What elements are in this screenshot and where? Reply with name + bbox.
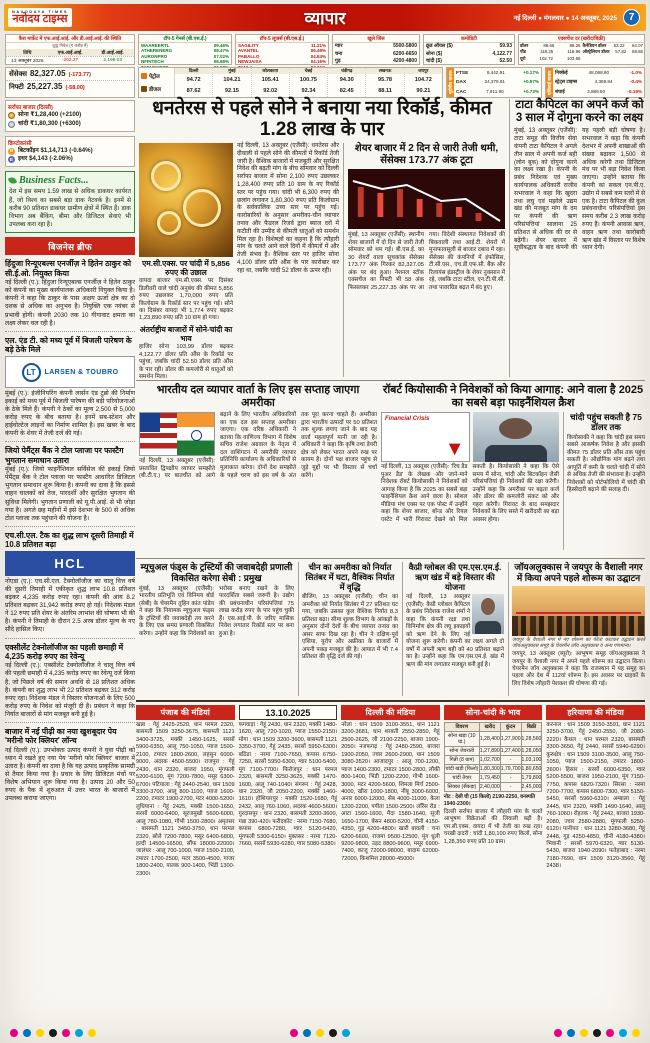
petrol-pump-icon	[141, 73, 147, 79]
financial-crisis-graphic[interactable]	[381, 412, 470, 462]
capri-body: नई दिल्ली, 13 अक्तूबर (एजैंसी): कैप्री ग्लोबल कैपिटल के प्रबंध निदेशक राजेश शर्मा ने कहा कि कंपनी रक्षा तथा विनिर्माण क्षेत्र की लघु इकाइयों को ऋण देने के लिए नई योजना शुरू करेगी। कंपनी का लक्ष्य अगले दो वर्षों में अपनी ऋण बही को 40 प्रतिशत बढ़ाने का है। उन्होंने कहा कि एम.एस.एम.ई. खंड में ऋण की मांग लगातार मजबूत बनी हुई है।	[406, 594, 504, 669]
market-strip-top	[5, 34, 645, 65]
gainer-row: NFINTECH 06.68%	[141, 59, 229, 65]
brief-body: मुंबई (ए.): जियो फाइनैंशियल सर्विसेज की इकाई जियो पेमैंट्स बैंक ने टोल प्लाजा पर फास्टैग आधारित डिजिटल भुगतान समाधान शुरू किया है। कंपनी का दावा है कि इससे वाहन चालकों को तेज, पारदर्शी और सुरक्षित भुगतान की सुविधा मिलेगी। भुगतान प्रणाली को यू.पी.आई. से भी जोड़ा गया है। अगले छह महीनों में इसे देशभर के 500 से अधिक टोल प्लाजा तक पहुंचाने की योजना है।	[5, 466, 135, 522]
business-facts-title: Business Facts...	[19, 175, 89, 187]
magenta-dot-icon	[554, 1029, 562, 1037]
sebi-mf-headline[interactable]: म्यूचुअल फंड्स के ट्रस्टियों की जवाबदेही प्रणाली विकसित करेगा सेबी : प्रमुख	[140, 562, 293, 583]
brief-article	[5, 336, 135, 443]
fii-col-fii: एफ.आई.आई.	[49, 49, 92, 56]
kiyosaki-photo[interactable]	[473, 412, 560, 462]
cyan-dot-icon	[619, 1029, 627, 1037]
down-arrow-icon: ▼	[444, 438, 465, 461]
nifty-value: 25,227.35	[26, 82, 63, 91]
bangle-icon	[157, 211, 181, 235]
joyalukkas-article	[508, 562, 645, 696]
nifty-label: निफ्टी	[9, 84, 24, 91]
silver-rate-row: चांदी ₹1,80,300 (+6300)	[8, 120, 132, 129]
brief-body: नई दिल्ली (ए.): हिंदुजा रिन्यूएबल्स एनर्जीज़ ने हितेन ठाकुर को कंपनी का मुख्य कार्यपालक अधिकारी नियुक्त किया है। कंपनी ने कहा कि ठाकुर के पास अक्षय ऊर्जा क्षेत्र का दो दशक से अधिक का अनुभव है। नियुक्ति एक नवंबर से प्रभावी होगी। कंपनी 2030 तक 10 गीगावाट क्षमता का लक्ष्य लेकर चल रही है।	[5, 279, 135, 327]
currency-row: कैनेडियन डॉलर 63.22 64.07	[582, 43, 643, 48]
article-headline[interactable]: एक्सीलेंट टेक्नोलॉजीज का पहली छमाही में 4,235 करोड़ रुपए का रेवेन्यू	[5, 642, 124, 661]
delhi-mandi-header: दिल्ली की मंडिया	[341, 705, 440, 720]
commodity-row: गुड़ 4200-4800	[335, 58, 417, 64]
table-row: गिन्नी (8 ग्राम) 1,02,700 - 1,03,100	[444, 756, 542, 765]
delhi-mandi-rates: नरेला : धान 1509 3100-3551, धान 1121 3200-3681, धान शरबती 2550-2850, गेहूं 2500-2625, जौ 2100-2250, बाजरा 1900-2050। नजफगढ़ : गेहूं 2480-2590, बाजरा 1900-2050, ज्वार 2600-2900, धान 1509 3080-3520। आजादपुर : आलू 700-1200, प्याज 1400-2300, टमाटर 1500-2800, लौकी 800-1400, भिंडी 1200-2200, गोभी 1600-3000, मटर 4200-5600, शिमला मिर्च 2500-4000, खीरा 1000-1800, नींबू 3000-6000, अनार 6000-12000, सेब 4000-11000, केला 1200-2200, पपीता 1500-2500। लॉरैंस रोड : आटा 1560-1600, मैदा 1580-1640, सूजी 1650-1700, बेसन 4800-5200, चीनी 4150-4350, गुड़ 4200-4800। खारी बावली : चना 6200-6600, राजमा 9500-12500, मूंग धुली 9200-9800, उड़द 8800-9600, मसूर 6900-7400, काजू 72000-98000, बादाम 62000-72000, किशमिश 28000-45000।	[341, 722, 440, 862]
paper-logo-english: NAVODAYA TIMES	[12, 9, 69, 15]
masthead	[4, 4, 646, 31]
us-trade-body: नई दिल्ली, 13 अक्तूबर (एजैंसी): प्रस्तावित द्विपक्षीय व्यापार समझौते (बी.टी.ए.) पर बातचीत को आगे बढ़ाने के लिए भारतीय अधिकारियों का एक दल इस सप्ताह अमरीका जाएगा। एक वरिष्ठ अधिकारी ने बताया कि वाणिज्य विभाग में विशेष सचिव राजेश अग्रवाल के नेतृत्व में दल वाशिंगटन में अमरीकी व्यापार प्रतिनिधि कार्यालय के अधिकारियों से मुलाकात करेगा। दोनों देश समझौते के पहले चरण को इस वर्ष के अंत तक पूरा करना चाहते हैं। अमरीका द्वारा भारतीय उत्पादों पर 50 प्रतिशत तक शुल्क लगाए जाने के बाद यह वार्ता महत्वपूर्ण मानी जा रही है। अधिकारी ने कहा कि कृषि तथा डेयरी क्षेत्र को लेकर भारत अपने रुख पर कायम है। दोनों पक्ष बाजार पहुंच से जुड़े मुद्दों पर भी विस्तार से चर्चा करेंगे।	[139, 412, 377, 480]
fuel-price-box	[138, 67, 443, 98]
haryana-mandi-header: हरियाणा की मंडिया	[546, 705, 645, 720]
exchange-rate-title: एक्सचेंज दर (खरीद/बिक्री)	[519, 35, 644, 43]
exchange-col	[520, 43, 581, 62]
currency-row: ऑस्ट्रेलियन डॉलर 57.82 58.65	[582, 49, 643, 55]
brief-headline[interactable]: जियो पेमैंट्स बैंक ने टोल प्लाजा पर फास्टैग भुगतान समाधान उतारा	[5, 446, 124, 465]
fii-col-dii: डी.आई.आई.	[91, 49, 134, 56]
fii-date: 13 अक्तूबर 2025	[6, 56, 49, 64]
page-number-badge: 7	[623, 9, 640, 26]
us-trade-headline[interactable]: भारतीय दल व्यापार वार्ता के लिए इस सप्ताह जाएगा अमरीका	[156, 384, 360, 409]
dii-value: 2,198.03	[91, 56, 134, 64]
gainer-row: AURONPRO 07.02%	[141, 53, 229, 59]
commodity-box	[423, 34, 515, 65]
article-headline[interactable]: बाजार में नई पीढ़ी का नया खुशबूदार पेय 'मरीनो फोर क्लियर' लॉन्च	[5, 726, 117, 746]
registration-marks	[554, 1029, 640, 1037]
index-row: स्ट्रेट्स टाइम्स 4,369.84 -0.4%	[555, 79, 642, 86]
gold-coin-icon	[8, 112, 15, 119]
table-header-row: विवरण खरीद कुंदन बिक्री	[444, 723, 542, 732]
europe-markets-box	[446, 67, 542, 98]
lead-left-column	[139, 143, 233, 380]
kiyosaki-body: नई दिल्ली, 13 अक्तूबर (एजैंसी): 'रिच डैड पुअर डैड' के लेखक और जाने-माने निवेशक रॉबर्ट कियोसाकी ने निवेशकों को आगाह किया है कि 2025 का सबसे बड़ा फाइनैंशियल क्रैश आने वाला है। सोशल मीडिया मंच एक्स पर एक पोस्ट में उन्होंने कहा कि शेयर बाजार, बॉन्ड और रियल एस्टेट में भारी गिरावट देखने को मिल सकती है। कियोसाकी ने कहा कि ऐसे समय में सोना, चांदी और बिटकॉइन जैसी परिसंपत्तियां ही निवेशकों की रक्षा करेंगी। उन्होंने कहा कि अमरीका पर बढ़ता कर्ज और डॉलर की कमजोरी संकट को और गहरा करेगी। गिरावट के बाद समझदार निवेशकों के लिए सस्ते में खरीदारी का बड़ा अवसर होगा।	[381, 464, 559, 523]
crisis-graphic-label: Financial Crisis	[385, 416, 430, 423]
crypto-ticker-title: क्रिप्टोकरंसी	[8, 140, 32, 147]
mandi-date-header: 13.10.2025	[239, 705, 338, 720]
magenta-dot-icon	[10, 1029, 18, 1037]
ribbon-icon	[516, 612, 641, 614]
table-row: चांदी खड़ी (किलो) 1,80,300 1,79,700 1,80,650	[445, 766, 542, 772]
brief-headline[interactable]: एल. एंड टी. को मध्य पूर्व में बिजली पारेषण के बड़े ठेके मिले	[5, 335, 132, 354]
diesel-label-row: डीजल	[141, 85, 172, 93]
ether-icon: E	[9, 156, 13, 162]
kiyosaki-article	[381, 384, 645, 554]
sebi-mf-article	[139, 562, 294, 696]
bullion-rates-table	[444, 722, 543, 792]
commodity-row: सोना ($) 4,122.77	[426, 50, 512, 57]
fuel-city: लखनऊ 95.78 88.11	[366, 68, 404, 97]
photo-caption: जयपुर के वैशाली नगर में नए शोरूम का फीता काटकर उद्घाटन करते जॉयअलुक्कास समूह के चेयरमैन जॉय अलुक्कास व अन्य गणमान्य।	[512, 637, 645, 650]
indices-box	[5, 67, 135, 98]
bangle-icon	[151, 161, 181, 191]
section-rule	[136, 380, 645, 381]
gainer-row: WAAREERTL 09.46%	[141, 43, 229, 48]
loser-row: PABALLO 04.84%	[238, 53, 326, 59]
sebi-mf-body: मुंबई, 13 अक्तूबर (एजैंसी): भारतीय प्रतिभूति एवं विनिमय बोर्ड (सेबी) के चेयरमैन तुहिन कांत पांडेय ने कहा कि नियामक म्यूचुअल फंड्स के ट्रस्टियों की जवाबदेही तय करने के लिए एक समग्र प्रणाली विकसित करेगा। उन्होंने कहा कि निवेशकों का भरोसा बनाए रखने के लिए पारदर्शिता सबसे जरूरी है। उद्योग की प्रबंधनाधीन परिसंपत्तियां 75 लाख करोड़ रुपए के पार पहुंच चुकी हैं। एस.आई.पी. के जरिए मासिक निवेश लगातार रिकॉर्ड स्तर पर बना हुआ है।	[139, 585, 294, 637]
left-column	[5, 100, 135, 1021]
section-title: व्यापार	[304, 9, 346, 28]
yellow-dot-icon	[88, 1029, 96, 1037]
asia-markets-label: एशियाई बाजार	[546, 68, 553, 97]
silver-forecast-headline[interactable]: चांदी पहुंच सकती है 75 डॉलर तक	[570, 412, 642, 433]
sensex-change: (-173.77)	[68, 72, 91, 78]
fuel-city: कोलकाता 105.41 92.02	[252, 68, 290, 97]
gold-jewellery-photo[interactable]	[139, 143, 233, 257]
asia-markets-box	[545, 67, 645, 98]
hcl-logo[interactable]: HCL	[5, 551, 135, 576]
open-commodities-box	[332, 34, 420, 65]
bullion-rates-header: सोना-चांदी के भाव	[444, 705, 543, 720]
joyalukkas-body: जयपुर, 13 अक्तूबर (ब्यूरो): आभूषण समूह जॉयअलुक्कास ने जयपुर के वैशाली नगर में अपने पहले शोरूम का उद्घाटन किया। चेयरमैन जॉय अलुक्कास ने कहा कि राजस्थान में यह समूह का पहला और देश में 112वां शोरूम है। इस अवसर पर ग्राहकों के लिए विशेष त्यौहारी पेशकश की घोषणा की गई।	[512, 651, 645, 687]
blue-dot-icon	[303, 1029, 311, 1037]
brief-article	[5, 259, 135, 331]
lead-article	[139, 143, 505, 380]
business-brief-header: बिजनेस ब्रीफ	[5, 237, 135, 255]
edition-dateline: नई दिल्ली ● मंगलवार ● 14 अक्तूबर, 2025	[513, 15, 617, 22]
market-strip-second	[5, 67, 645, 98]
bullion-note: नोट : देसी घी (15 किलो) 2190-2250, वनस्पति 1940-2300।	[443, 794, 536, 807]
intl-body: हाजिर सोना 103.99 डॉलर बढ़कर 4,122.77 डॉलर प्रति औंस के रिकॉर्ड पर पहुंचा, जबकि चांदी 52.50 डॉलर प्रति औंस के पार रही। डॉलर की कमजोरी से धातुओं को समर्थन मिला।	[139, 344, 233, 380]
sensex-label: सेंसेक्स	[9, 71, 27, 78]
fii-col-date: तिथि	[6, 49, 49, 56]
commodity-title: कमोडिटी	[424, 35, 514, 43]
sensex-fall-headline[interactable]: शेयर बाजार में 2 दिन से जारी तेजी थमी, सेंसेक्स 173.77 अंक टूटा	[354, 143, 499, 166]
silver-forecast-article	[563, 412, 645, 550]
section-rule	[136, 558, 645, 559]
bullion-extra-text: दिल्ली सर्राफा बाजार में त्यौहारी मांग के चलते आभूषण विक्रेताओं की लिवाली बढ़ी है। एम.सी.एक्स. वायदा में भी तेजी का रुख रहा। चरखी दादरी : चांदी 1,80,100 रुपए किलो, सोना 1,28,350 रुपए प्रति 10 ग्राम।	[443, 809, 543, 845]
sensex-fall-article	[343, 143, 505, 377]
lt-monogram-icon: LT	[22, 363, 41, 382]
fii-dii-header-row	[6, 49, 134, 56]
index-row: CAC 7,911.90 +0.73%	[456, 89, 539, 96]
bitcoin-icon: B	[9, 147, 14, 153]
fuel-city: चंडीगढ़ 94.30 82.45	[328, 68, 366, 97]
silver-coin-icon	[8, 121, 15, 128]
gainers-title: टॉप-5 गेनर्स (बी.एस.ई.)	[139, 35, 231, 43]
masthead-right	[514, 9, 640, 26]
article-body: नई दिल्ली (ए.): एक्सीलेंट टेक्नोलॉजीज ने चालू वित्त वर्ष की पहली छमाही में 4,235 करोड़ रुपए का रेवेन्यू दर्ज किया है, जो पिछले वर्ष की समान अवधि से 18 प्रतिशत अधिक है। कंपनी का शुद्ध लाभ भी 22 प्रतिशत बढ़कर 312 करोड़ रुपए रहा। निदेशक मंडल ने विस्तार योजनाओं के लिए 500 करोड़ रुपए के निवेश को मंजूरी दी है। प्रबंधन ने कहा कि निर्यात बाजारों से मांग मजबूत बनी हुई है।	[5, 662, 135, 718]
punjab-mandi-rates-continued: फगवाड़ा : गेहूं 2430, धान 2320, मक्की 1480-1620, आलू 720-1020, प्याज 1550-2150। मोगा : धान 1509 3200-3600, बासमती 1121 3350-3700, गेहूं 2435, सरसों 5950-6300। बठिंडा : नरमा 7100-7650, कपास 6750-7250, सरसों 5950-6300, ग्वार 5100-5400, मूंग 7100-7700। फिरोजपुर : धान परमल 2320, बासमती 3250-3625, मक्की 1470-1600, आलू 740-1040। संगरूर : गेहूं 2428, धान 2320, जौ 2050-2200, मक्की 1460-1610। होशियारपुर : मक्की 1520-1680, गेहूं 2432, आलू 760-1060, अदरक 4600-5600। गुरदासपुर : धान 2320, बासमती 3200-3600, गन्ना 390-420। फरीदकोट : नरमा 7150-7680, कपास 6800-7280, ग्वार 5120-5420, मूंगफली 5300-6150। मुक्तसर : नरमा 7120-7660, सरसों 5930-6280, ग्वार 5080-5380।	[238, 722, 338, 847]
exchange-rate-grid	[519, 43, 644, 62]
brief-headline[interactable]: हिंदुजा रिन्यूएबल्स एनर्जीज़ ने हितेन ठाकुर को सी.ई.ओ. नियुक्त किया	[5, 259, 131, 278]
us-trade-article	[139, 384, 377, 554]
china-exports-article	[298, 562, 398, 696]
date-mandi-column	[239, 705, 338, 1022]
brief-body: मुंबई (ए.): इंजीनियरिंग कंपनी लार्सन एंड टुब्रो की निर्माण इकाई को मध्य पूर्व में बिजली पारेषण की बड़ी परियोजनाओं के ठेके मिले हैं। कंपनी ने ठेकों का मूल्य 2,500 से 5,000 करोड़ रुपए के बीच बताया है। इनमें सब-स्टेशन और हाईवोल्टेज लाइनों का निर्माण शामिल है। इस खबर के बाद कंपनी के शेयर में तेजी दर्ज की गई।	[5, 390, 135, 438]
table-row: चांदी तैयार 1,79,450 - 1,79,800	[444, 774, 542, 783]
brief-body: नोएडा (ए.): एच.सी.एल. टैक्नोलॉजीज का चालू वित्त वर्ष की दूसरी तिमाही में एकीकृत शुद्ध लाभ 10.8 प्रतिशत बढ़कर 4,235 करोड़ रुपए रहा। कंपनी की आय 8.2 प्रतिशत बढ़कर 31,942 करोड़ रुपए हो गई। निदेशक मंडल ने 12 रुपए प्रति शेयर के अंतरिम लाभांश की घोषणा भी की है। कंपनी ने तिमाही के दौरान 2.5 अरब डॉलर मूल्य के नए सौदे हासिल किए।	[5, 578, 135, 634]
mandi-rates-band	[136, 700, 645, 1022]
petrol-label-row: पेट्रोल	[141, 72, 172, 80]
index-row: शंघाई 3,889.50 -0.19%	[555, 89, 642, 96]
paper-logo[interactable]	[8, 8, 72, 27]
kiyosaki-images	[381, 412, 559, 462]
loser-row: NEWJAISA 04.16%	[238, 59, 326, 65]
leaf-icon	[8, 176, 17, 185]
sensex-value: 82,327.05	[29, 69, 66, 78]
us-flag-icon	[140, 413, 177, 455]
diesel-pump-icon	[141, 86, 147, 92]
index-row: FTSE 9,442.91 +0.17%	[456, 69, 539, 76]
haryana-mandi-rates: करनाल : धान 1509 3150-3591, धान 1121 3250-3700, गेहूं 2450-2550, जौ 2080-2220। कैथल : धान परमल 2320, बासमती 3300-3650, गेहूं 2440, सरसों 5940-6290। कुरुक्षेत्र : धान 1509 3100-3500, आलू 750-1050, प्याज 1500-2150, टमाटर 1800-2600। हिसार : सरसों 6000-6350, ग्वार 5200-5500, बाजरा 1950-2100, मूंग 7150-7750, कपास 6820-7320। सिरसा : नरमा 7200-7700, कपास 6800-7300, ग्वार 5150-5450, सरसों 5960-6310। अम्बाला : गेहूं 2445, धान 2320, मक्की 1490-1640, आलू 760-1060। रोहतक : गेहूं 2442, बाजरा 1930-2080, ज्वार 2580-2880, मूंगफली 5250-6120। पानीपत : धान 1121 3280-3680, गेहूं 2448, गुड़ 4250-4850, चीनी 4180-4380। भिवानी : सरसों 5970-6320, ग्वार 5130-5430, बाजरा 1940-2090। फतेहाबाद : नरमा 7180-7690, धान 1509 3120-3560, गेहूं 2438।	[546, 722, 645, 870]
punjab-mandi-column	[136, 705, 235, 1022]
bullion-rates-column	[444, 705, 543, 1022]
black-dot-icon	[49, 1029, 57, 1037]
bullion-ticker-box	[5, 100, 135, 132]
fuel-labels	[139, 68, 175, 97]
mcx-subhead[interactable]: एम.सी.एक्स. पर चांदी में 5,856 रुपए की उछाल	[142, 259, 230, 277]
blue-dot-icon	[567, 1029, 575, 1037]
ether-rate-row: E इथर $4,143 (-2.06%)	[9, 155, 73, 163]
declining-chart-icon	[348, 169, 505, 229]
yellow-dot-icon	[316, 1029, 324, 1037]
fii-dii-value-row	[6, 56, 134, 64]
crypto-ticker-box	[5, 136, 135, 168]
showroom-inauguration-photo[interactable]	[512, 586, 645, 636]
index-row: निक्केई 48,088.90 -1.0%	[555, 69, 642, 76]
open-commodities-title: खुले जिंस	[333, 35, 419, 43]
business-facts-text: देश में इस समय 1.59 लाख से अधिक डाकघर कार्यरत हैं, जो विश्व का सबसे बड़ा डाक नैटवर्क है। इनमें से करीब 90 प्रतिशत डाकघर ग्रामीण क्षेत्रों में स्थित हैं। डाक विभाग अब बैंकिंग, बीमा और डिजिटल सेवाएं भी उपलब्ध करा रहा है।	[9, 188, 131, 229]
currency-row: पौंड 118.25 118.96	[520, 49, 581, 55]
europe-markets-label: यूरोपीय बाजार	[447, 68, 454, 97]
larsen-toubro-logo[interactable]	[5, 356, 135, 388]
exchange-rate-box	[518, 34, 645, 65]
registration-marks	[10, 1029, 96, 1037]
table-row: सोना जेवराती 1,27,890 1,27,400 1,28,050	[444, 747, 542, 756]
lead-headline[interactable]: धनतेरस से पहले सोने ने बनाया नया रिकॉर्ड, कीमत 1.28 लाख के पार	[152, 98, 492, 140]
top-losers-box	[235, 34, 329, 65]
lt-wordmark: LARSEN & TOUBRO	[44, 368, 119, 376]
fuel-city: मुंबई 104.21 92.15	[213, 68, 251, 97]
portrait-head	[499, 418, 532, 439]
fii-value: -202.27	[49, 56, 92, 64]
silver-forecast-body: कियोसाकी ने कहा कि चांदी इस समय सबसे आकर्षक निवेश है और इसकी कीमत 75 डॉलर प्रति औंस तक पहुंच सकती है। औद्योगिक मांग बढ़ने तथा आपूर्ति में कमी के चलते चांदी में सोने से अधिक तेजी की संभावना है। उन्होंने निवेशकों को पोर्टफोलियो में चांदी की हिस्सेदारी बढ़ाने की सलाह दी।	[567, 434, 646, 494]
magenta-dot-icon	[290, 1029, 298, 1037]
sensex-row	[6, 68, 134, 80]
lead-body: नई दिल्ली, 13 अक्तूबर (एजैंसी): धनतेरस और दीवाली से पहले सोने की कीमतों में रिकॉर्ड तेजी जारी है। वैश्विक बाजारों में मजबूती और सुरक्षित निवेश की बढ़ती मांग के बीच सोमवार को दिल्ली सर्राफा बाजार में सोना 2,100 रुपए उछलकर 1,28,400 रुपए प्रति 10 ग्राम के नए रिकॉर्ड स्तर पर पहुंच गया। चांदी भी 6,300 रुपए की छलांग लगाकर 1,80,300 रुपए प्रति किलोग्राम के सर्वकालिक उच्च स्तर पर पहुंच गई। कारोबारियों के अनुसार अमरीका-चीन व्यापार तनाव और फैडरल रिजर्व द्वारा ब्याज दरों में कटौती की उम्मीद से कीमती धातुओं को समर्थन मिल रहा है। विशेषज्ञों का कहना है कि त्यौहारी मांग के चलते आने वाले दिनों में कीमतों में और तेजी संभव है। वैश्विक स्तर पर हाजिर सोना 4,100 डॉलर प्रति औंस के पार कारोबार कर रहा था, जबकि चांदी 52 डॉलर के ऊपर रही।	[237, 143, 339, 274]
fii-dii-box	[5, 34, 135, 65]
crowd-silhouette	[512, 616, 645, 636]
china-exports-headline[interactable]: चीन का अमरीका को निर्यात सितंबर में घटा, वैश्विक निर्यात में वृद्धि	[305, 562, 395, 593]
exchange-col	[583, 43, 644, 62]
cyan-dot-icon	[75, 1029, 83, 1037]
currency-row: यूरो 102.72 103.66	[520, 55, 581, 61]
tata-capital-article	[509, 99, 645, 377]
commodity-row: चांदी ($) 52.50	[426, 58, 512, 64]
joyalukkas-headline[interactable]: जॉयअलुक्कास ने जयपुर के वैशाली नगर में किया अपने पहले शोरूम का उद्घाटन	[514, 562, 643, 583]
black-dot-icon	[329, 1029, 337, 1037]
index-row: DAX 24,379.91 +0.57%	[456, 79, 539, 86]
kiyosaki-content	[381, 412, 645, 550]
fuel-city: जयपुर 104.72 90.21	[405, 68, 442, 97]
intl-subhead[interactable]: अंतर्राष्ट्रीय बाजारों में सोने-चांदी का भाव	[139, 324, 233, 343]
executive-photo[interactable]	[472, 594, 504, 634]
gainer-row: ATHERENERG 08.47%	[141, 48, 229, 54]
commodity-row: चना 6200-6650	[335, 50, 417, 57]
fuel-city: दिल्ली 94.72 87.62	[175, 68, 213, 97]
table-row: सोना खड़ा (10 ग्रा.) 1,28,400 1,27,900 1,28,560	[444, 732, 542, 747]
losers-title: टॉप-5 लूजर्स (बी.एस.ई.)	[236, 35, 328, 43]
punjab-mandi-rates: खन्ना : गेहूं 2425-2520, धान परमल 2320, बासमती 1509 3250-3675, बासमती 1121 3400-3725, मक्की 1450-1625, सरसों 5900-6350, आलू 750-1050, प्याज 1500-2100, टमाटर 1800-2600, लहसुन 6000-9000, अदरक 4500-5500। राजपुरा : गेहूं 2430, धान 2320, बाजरा 1950, मूंगफली 5200-6100, मूंग 7200-7800, मसूर 6300-6700। पटियाला : गेहूं 2440-2540, धान 1509 3300-3700, आलू 800-1100, प्याज 1600-2200, टमाटर 1900-2700, मटर 4000-5200। लुधियाना : गेहूं 2425, मक्की 1500-1650, सरसों 6000-6400, सूरजमुखी 5600-6000, आलू 780-1080, गोभी 1500-2800। अमृतसर : बासमती 1121 3450-3750, धान परमल 2320, छोले 7200-7800, मसूर 6400-6800, हल्दी 14500-16500, सौंफ 18000-22000। जालंधर : आलू 700-1000, प्याज 1500-2100, टमाटर 1700-2500, मटर 3500-4500, गाजर 1800-2400, पालक 900-1400, भिंडी 1300-2300।	[136, 722, 235, 877]
nifty-row	[6, 80, 134, 93]
loser-row: SAGILITY 11.21%	[238, 43, 326, 48]
paper-logo-hindi: नवोदय टाइम्स	[12, 13, 68, 26]
yellow-dot-icon	[580, 1029, 588, 1037]
punjab-mandi-header: पंजाब की मंडियां	[136, 705, 235, 720]
commodity-row: क्रूड ऑयल ($) 59.93	[426, 43, 512, 49]
portrait-torso	[485, 445, 547, 462]
capri-body-wrap	[406, 594, 504, 690]
commodity-row: ग्वार 5500-5800	[335, 43, 417, 49]
kiyosaki-headline[interactable]: रॉबर्ट कियोसाकी ने निवेशकों को किया आगाह: आने वाला है 2025 का सबसे बड़ा फाइनैंशियल क्रैश	[382, 384, 644, 409]
mcx-body: वायदा बाजार एम.सी.एक्स. पर दिसंबर डिलीवरी वाले चांदी अनुबंध की कीमत 5,856 रुपए उछलकर 1,70,000 रुपए प्रति किलोग्राम के रिकॉर्ड स्तर पर पहुंच गई। सोने का दिसंबर वायदा भी 1,774 रुपए बढ़कर 1,23,890 रुपए प्रति 10 ग्राम हो गया।	[139, 278, 233, 322]
nifty-change: (-58.00)	[65, 85, 85, 91]
us-india-flags-photo[interactable]	[139, 412, 215, 456]
left-article-launch	[5, 727, 135, 803]
black-dot-icon	[593, 1029, 601, 1037]
left-article-excellent	[5, 643, 135, 723]
loser-row: AVANTEL 06.49%	[238, 48, 326, 54]
blue-dot-icon	[23, 1029, 31, 1037]
delhi-mandi-column	[341, 705, 440, 1022]
stock-decline-chart-photo[interactable]	[348, 169, 505, 229]
brief-article	[5, 531, 135, 639]
magenta-dot-icon	[62, 1029, 70, 1037]
brief-headline[interactable]: एच.सी.एल. टैक का शुद्ध लाभ दूसरी तिमाही में 10.8 प्रतिशत बढ़ा	[5, 530, 134, 549]
capri-headline[interactable]: कैप्री ग्लोबल की एम.एस.एम.ई. ऋण खंड में बड़े विस्तार की योजना	[408, 562, 502, 593]
fii-dii-note: शुद्ध निवेश (₹ करोड़ में)	[52, 43, 88, 48]
gold-rate-row: सोना ₹1,28,400 (+2100)	[8, 111, 132, 120]
china-exports-body: बीजिंग, 13 अक्तूबर (एजैंसी): चीन का अमरीका को निर्यात सितंबर में 27 प्रतिशत घट गया, जबकि उसका कुल वैश्विक निर्यात 8.3 प्रतिशत बढ़ा। सीमा शुल्क विभाग के आंकड़ों के अनुसार दोनों देशों के बीच व्यापार तनाव का असर साफ दिख रहा है। चीन ने दक्षिण-पूर्व एशिया, यूरोप और अफ्रीका के बाजारों में अपनी पकड़ मजबूत की है। आयात में भी 7.4 प्रतिशत की वृद्धि दर्ज की गई।	[302, 594, 398, 661]
cyan-dot-icon	[342, 1029, 350, 1037]
fii-dii-title: कैश मार्केट में एफ.आई.आई. और डी.आई.आई. की स्थिति	[6, 35, 134, 43]
asia-rows	[553, 68, 644, 97]
europe-rows	[454, 68, 541, 97]
sensex-fall-body: मुंबई, 13 अक्तूबर (एजैंसी): स्थानीय शेयर बाजारों में दो दिन से जारी तेजी सोमवार को थम गई। बी.एस.ई. का 30 शेयरों वाला सूचकांक सेंसेक्स 173.77 अंक गिरकर 82,327.05 अंक पर बंद हुआ। नैशनल स्टॉक एक्सचेंज का निफ्टी भी 58 अंक फिसलकर 25,227.35 अंक पर आ गया। विदेशी संस्थागत निवेशकों की बिकवाली तथा आई.टी. शेयरों में मुनाफावसूली से बाजार दबाव में रहा। सेंसेक्स की कंपनियों में इंफोसिस, टी.सी.एस., एच.डी.एफ.सी. बैंक और रिलायंस इंडस्ट्रीज के शेयर नुकसान में रहे, जबकि टाटा स्टील, एन.टी.पी.सी. तथा पावरग्रिड बढ़त में बंद हुए।	[348, 232, 505, 291]
magenta-dot-icon	[606, 1029, 614, 1037]
bangle-icon	[183, 189, 221, 227]
article-body: नई दिल्ली (ए.): उपभोक्ता उत्पाद कंपनी ने युवा पीढ़ी को ध्यान में रखते हुए नया पेय 'मरीनो फोर क्लियर' बाजार में उतारा है। कंपनी का दावा है कि यह उत्पाद प्राकृतिक सामग्री से तैयार किया गया है। प्रचार के लिए डिजिटल मंचों पर विशेष अभियान शुरू किया गया है। उत्पाद 20 और 50 रुपए के पैक में शुरुआत में उत्तर भारत के बाजारों में उपलब्ध कराया जाएगा।	[5, 746, 135, 803]
business-facts-box	[5, 171, 135, 233]
haryana-mandi-column	[546, 705, 645, 1022]
fuel-city: चेन्नई 100.75 92.34	[290, 68, 328, 97]
yellow-dot-icon	[36, 1029, 44, 1037]
table-row: सिक्का (सैंकड़ा) 2,40,000 - 2,45,000	[444, 783, 542, 792]
tata-capital-body: मुंबई, 13 अक्तूबर (एजैंसी): टाटा समूह की वित्तीय सेवा कंपनी टाटा कैपिटल ने अगले तीन साल में अपनी कर्ज बही (लोन बुक) को दोगुना करने का लक्ष्य रखा है। कंपनी के प्रबंध निदेशक एवं मुख्य कार्यपालक अधिकारी राजीव सभरवाल ने कहा कि खुदरा तथा लघु एवं मझोले उद्यम खंड की मजबूत मांग के दम पर कंपनी की ऋण परिसंपत्तियां सालाना 25 प्रतिशत से अधिक की दर से बढ़ेंगी। शेयर बाजार में सूचीबद्धता के बाद कंपनी की यह पहली बड़ी घोषणा है। सभरवाल ने कहा कि कंपनी देशभर में अपनी शाखाओं की संख्या बढ़ाकर 1,500 से अधिक करेगी तथा डिजिटल मंच पर भी बड़ा निवेश किया जाएगा। उन्होंने बताया कि कंपनी का सकल एन.पी.ए. उद्योग में सबसे कम स्तरों में से एक है। टाटा कैपिटल की कुल प्रबंधनाधीन परिसंपत्तियां इस समय करीब 2.3 लाख करोड़ रुपए हैं। कंपनी आवास ऋण, वाहन ऋण तथा कारोबारी ऋण खंड में विस्तार पर विशेष ध्यान देगी।	[514, 128, 645, 252]
india-flag-icon	[177, 413, 214, 455]
business-facts-brand	[9, 175, 131, 186]
registration-marks	[290, 1029, 350, 1037]
capri-article	[402, 562, 504, 696]
kiyosaki-main	[381, 412, 559, 550]
bullion-ticker-title: सर्राफा बाजार (दिल्ली)	[8, 105, 53, 111]
yellow-dot-icon	[632, 1029, 640, 1037]
currency-row: डॉलर 88.66 89.26	[520, 43, 581, 48]
brief-article	[5, 446, 135, 526]
bitcoin-rate-row: B बिटकॉइन $1,14,713 (-0.64%)	[9, 146, 93, 154]
top-gainers-box	[138, 34, 232, 65]
us-trade-body-wrap	[139, 412, 377, 550]
tata-capital-headline[interactable]: टाटा कैपिटल का अपने कर्ज को 3 साल में दोगुना करने का लक्ष्य	[515, 99, 644, 125]
